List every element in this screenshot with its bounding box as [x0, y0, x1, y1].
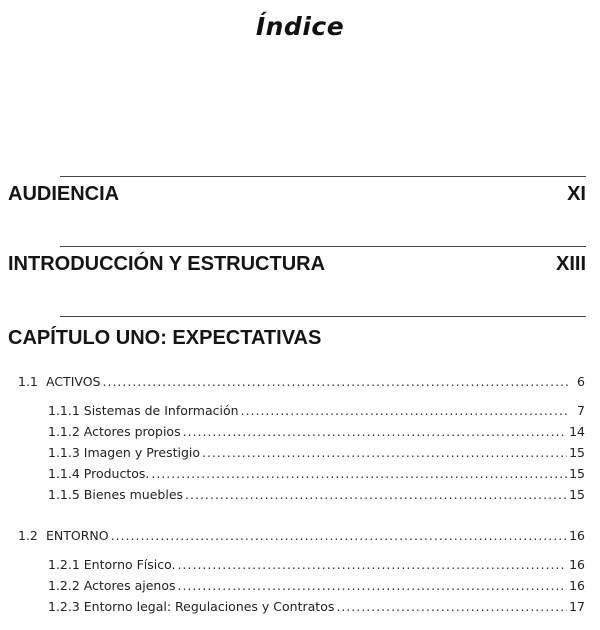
toc-entry: [48, 424, 585, 439]
leader-dots: [111, 528, 567, 543]
divider: [60, 246, 586, 247]
major-section-label: INTRODUCCIÓN Y ESTRUCTURA: [8, 253, 326, 275]
major-section-page: XI: [567, 183, 586, 205]
leader-dots: [241, 403, 569, 418]
entry-label: 1.1.2 Actores propios: [48, 424, 181, 439]
toc-entry: [18, 528, 585, 543]
toc-entry: [48, 578, 585, 593]
entry-page: 16: [569, 557, 585, 572]
divider: [60, 176, 586, 177]
toc-major-audiencia: [8, 176, 586, 206]
leader-dots: [151, 466, 567, 481]
entry-number: 1.1: [18, 374, 38, 389]
entry-label: 1.2.1 Entorno Físico.: [48, 557, 176, 572]
leader-dots: [183, 424, 568, 439]
toc-entry: [48, 445, 585, 460]
entry-label: 1.2.2 Actores ajenos: [48, 578, 176, 593]
toc-entry: [48, 557, 585, 572]
leader-dots: [177, 578, 567, 593]
toc-major-introduccion: [8, 246, 586, 276]
entry-page: 15: [569, 445, 585, 460]
entry-label: 1.1.3 Imagen y Prestigio: [48, 445, 201, 460]
entry-label: 1.1.5 Bienes muebles: [48, 487, 184, 502]
divider: [60, 316, 586, 317]
entry-page: 16: [569, 528, 585, 543]
toc-entry: [18, 374, 585, 389]
entry-label: ENTORNO: [46, 528, 109, 543]
toc-entry: [48, 466, 585, 481]
page-title: Índice: [255, 12, 345, 41]
entry-label: 1.2.3 Entorno legal: Regulaciones y Contratos: [48, 599, 335, 614]
entry-page: 7: [577, 403, 585, 418]
leader-dots: [336, 599, 567, 614]
major-section-label: AUDIENCIA: [8, 183, 120, 205]
toc-entry: [48, 599, 585, 614]
toc-entry: [48, 487, 585, 502]
chapter-title: CAPÍTULO UNO: EXPECTATIVAS: [8, 327, 322, 349]
major-section-page: XIII: [555, 253, 586, 275]
entry-page: 16: [569, 578, 585, 593]
leader-dots: [178, 557, 568, 572]
entry-page: 17: [569, 599, 585, 614]
entry-number: 1.2: [18, 528, 38, 543]
leader-dots: [103, 374, 570, 389]
leader-dots: [202, 445, 567, 460]
toc-entry: [48, 403, 585, 418]
entry-page: 15: [569, 487, 585, 502]
entry-page: 6: [577, 374, 585, 389]
leader-dots: [185, 487, 567, 502]
entry-page: 15: [569, 466, 585, 481]
entry-page: 14: [569, 424, 585, 439]
entry-label: 1.1.4 Productos.: [48, 466, 150, 481]
chapter-heading: [8, 316, 586, 350]
entry-label: ACTIVOS: [46, 374, 101, 389]
entry-label: 1.1.1 Sistemas de Información: [48, 403, 239, 418]
